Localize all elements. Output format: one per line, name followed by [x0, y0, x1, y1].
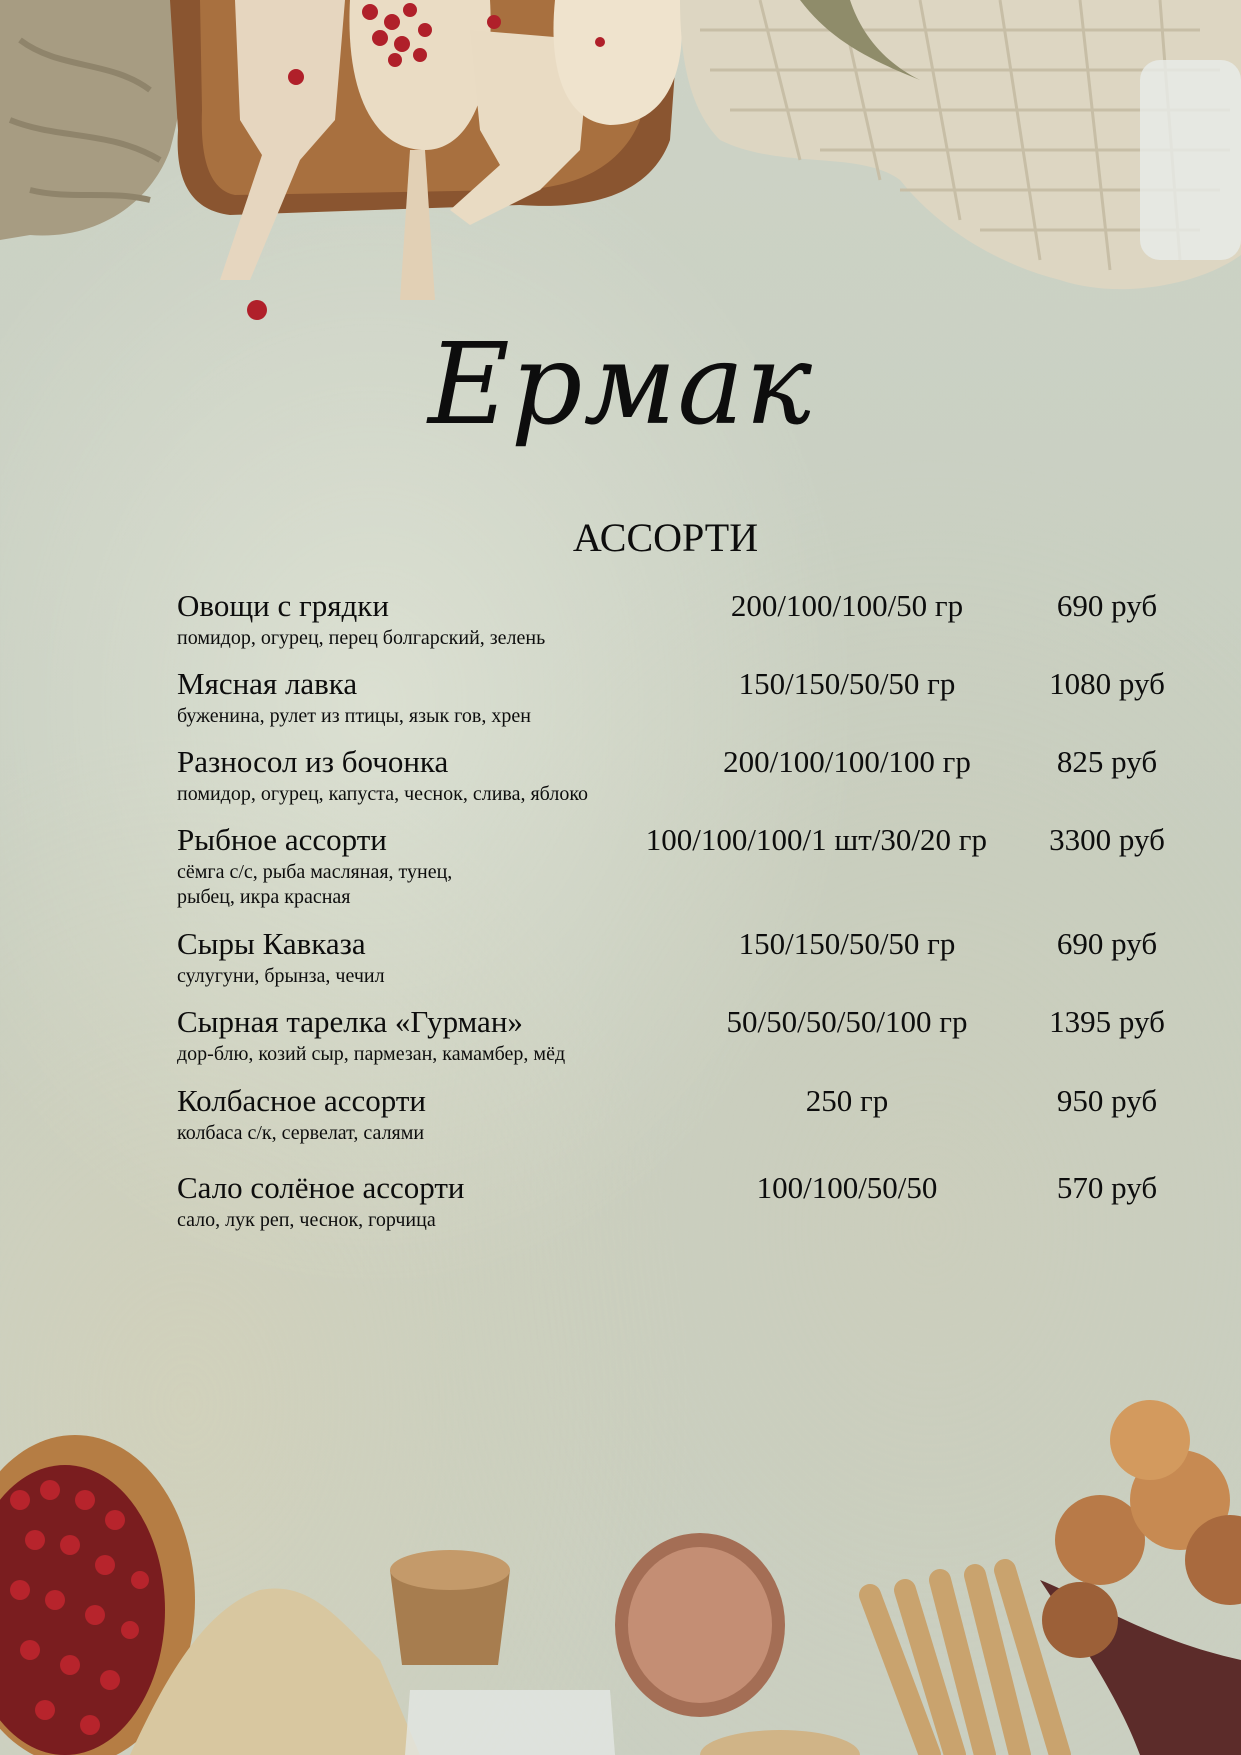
dish-name: Овощи с грядки [177, 588, 389, 623]
dish-price: 1395 руб [1049, 1004, 1165, 1039]
glass-jar-bottom [405, 1690, 615, 1755]
dish-weight: 150/150/50/50 гр [738, 666, 956, 701]
dish-name: Сыры Кавказа [177, 926, 366, 961]
menu-list [177, 586, 1165, 1246]
cork-2 [615, 1533, 785, 1717]
paper-straws [870, 1570, 1060, 1755]
menu-item [177, 924, 1157, 1002]
dish-name: Мясная лавка [177, 666, 358, 701]
glass-jar-top-right [1140, 60, 1241, 260]
menu-item [177, 586, 1157, 664]
dish-price: 3300 руб [1049, 822, 1165, 857]
menu-item [177, 664, 1165, 742]
dish-weight: 200/100/100/50 гр [730, 588, 964, 623]
dish-name: Сало солёное ассорти [177, 1170, 465, 1205]
dish-description: помидор, огурец, перец болгарский, зелень [177, 627, 546, 649]
dish-weight: 100/100/50/50 [756, 1170, 938, 1205]
dish-weight: 100/100/100/1 шт/30/20 гр [645, 822, 987, 857]
dish-description: помидор, огурец, капуста, чеснок, слива, яблоко [177, 783, 589, 805]
menu-item [177, 1002, 1165, 1081]
dried-flowers-bottom-right [1040, 1400, 1241, 1755]
dish-weight: 50/50/50/50/100 гр [726, 1004, 968, 1039]
dish-description: сало, лук реп, чеснок, горчица [177, 1209, 436, 1231]
dish-description: дор-блю, козий сыр, пармезан, камамбер, мёд [177, 1043, 566, 1065]
dish-price: 825 руб [1056, 744, 1158, 779]
wooden-cutlery-top [170, 0, 682, 320]
burlap-cloth-top-left [0, 0, 184, 240]
menu-item [177, 742, 1157, 820]
dish-price: 950 руб [1056, 1083, 1158, 1118]
dish-description-line-2: рыбец, икра красная [177, 886, 351, 908]
dish-description: сёмга с/с, рыба масляная, тунец, [177, 861, 453, 883]
dish-weight: 200/100/100/100 гр [723, 744, 971, 779]
restaurant-title: Ермак [428, 320, 813, 450]
menu-item [177, 820, 1165, 924]
dish-name: Рыбное ассорти [177, 822, 387, 857]
menu-item [177, 1168, 1157, 1246]
dish-description: буженина, рулет из птицы, язык гов, хрен [177, 705, 531, 727]
cork-1 [390, 1550, 510, 1665]
dish-name: Сырная тарелка «Гурман» [177, 1004, 523, 1039]
dish-weight: 150/150/50/50 гр [738, 926, 956, 961]
dish-name: Разносол из бочонка [177, 744, 449, 779]
dish-price: 570 руб [1056, 1170, 1158, 1205]
menu-item [177, 1081, 1157, 1168]
section-title: АССОРТИ [572, 515, 759, 560]
dish-weight: 250 гр [805, 1083, 889, 1118]
dish-price: 690 руб [1056, 588, 1158, 623]
dish-price: 690 руб [1056, 926, 1158, 961]
dish-description: колбаса с/к, сервелат, салями [177, 1122, 425, 1144]
dish-description: сулугуни, брынза, чечил [177, 965, 385, 987]
dish-price: 1080 руб [1049, 666, 1165, 701]
dish-name: Колбасное ассорти [177, 1083, 426, 1118]
